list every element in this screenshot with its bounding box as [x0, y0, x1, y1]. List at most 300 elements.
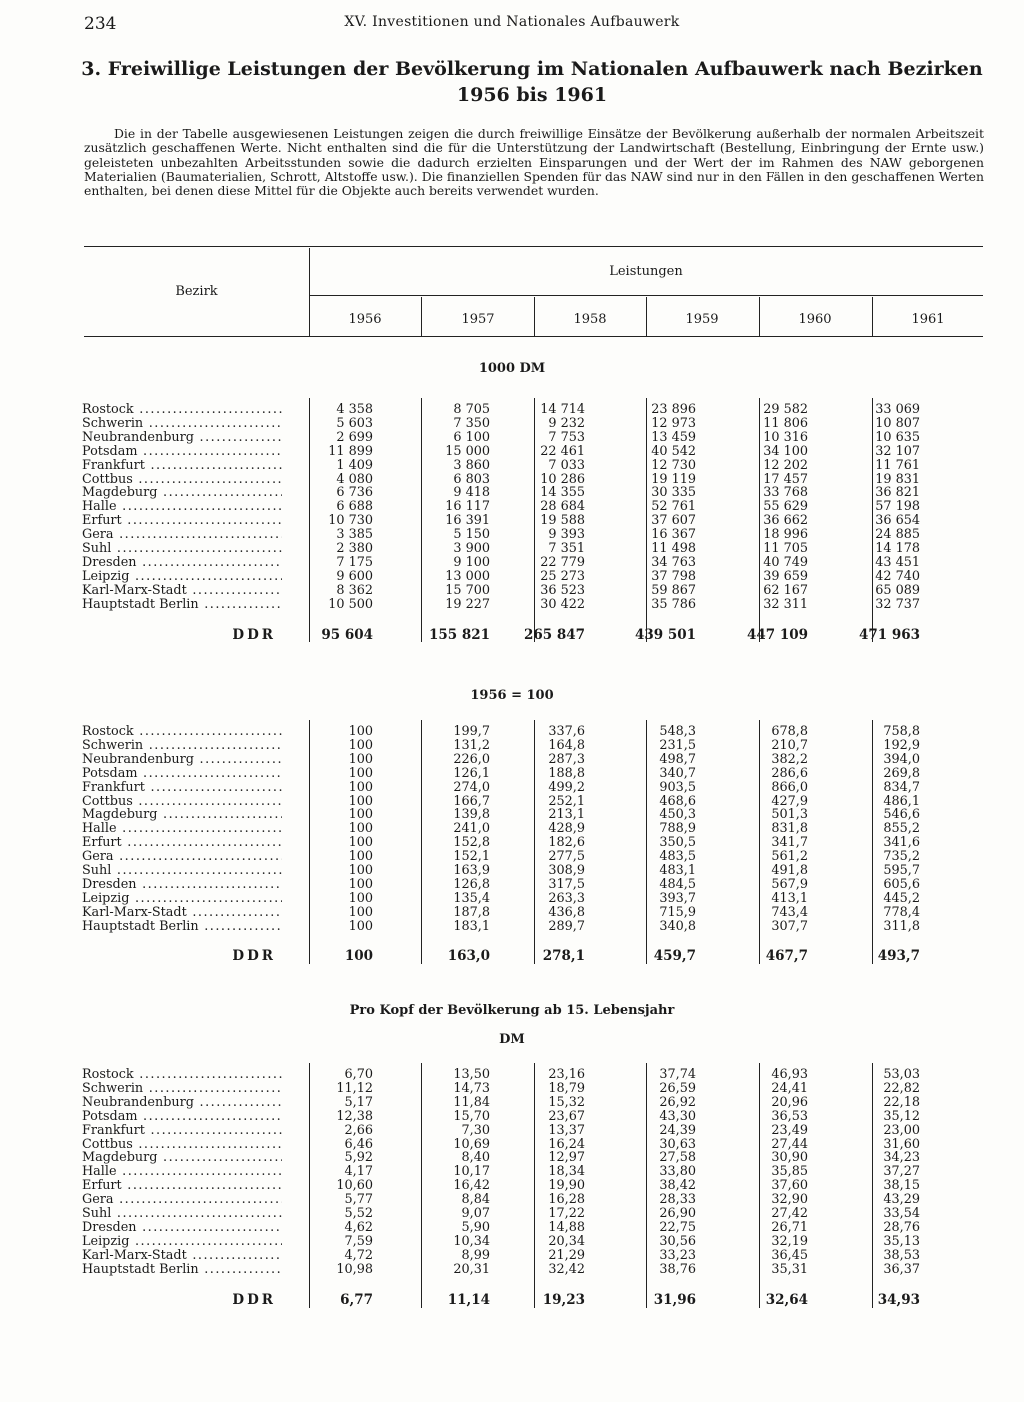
row-label: Frankfurt ..... — [82, 781, 282, 795]
cell-1956: 6,46 — [344, 1136, 373, 1152]
table-row — [0, 459, 1024, 473]
cell-1959: 30,56 — [659, 1233, 696, 1249]
cell-1959: 19 119 — [651, 471, 696, 487]
cell-1959: 52 761 — [651, 499, 696, 515]
cell-1957: 163,9 — [453, 863, 490, 878]
row-label: Leipzig ..... — [82, 570, 282, 584]
cell-1959: 37 607 — [651, 513, 696, 529]
row-label: Leipzig ..... — [82, 892, 282, 906]
cell-1960: 341,7 — [771, 835, 808, 851]
cell-1957: 126,8 — [453, 876, 490, 892]
cell-1961: 35,13 — [883, 1233, 920, 1249]
cell-1961: 35,12 — [883, 1108, 920, 1124]
cell-1956: 2,66 — [344, 1122, 373, 1138]
cell-1956: 100 — [348, 751, 373, 767]
cell-1959: 340,8 — [659, 918, 696, 934]
table-row — [0, 836, 1024, 850]
total-cell-1961: 34,93 — [877, 1292, 920, 1308]
cell-1958: 9 393 — [548, 527, 585, 543]
cell-1957: 5 150 — [453, 527, 490, 543]
cell-1958: 428,9 — [548, 821, 585, 837]
row-label: Neubrandenburg ..... — [82, 1096, 282, 1110]
row-label: Erfurt ..... — [82, 514, 282, 528]
row-label: Leipzig ..... — [82, 1235, 282, 1249]
cell-1956: 100 — [348, 724, 373, 739]
table-row — [0, 795, 1024, 809]
cell-1957: 16 391 — [445, 513, 490, 529]
cell-1956: 3 385 — [336, 527, 373, 543]
total-cell-1960: 467,7 — [765, 948, 808, 964]
cell-1959: 12 973 — [651, 415, 696, 431]
cell-1957: 14,73 — [453, 1080, 490, 1096]
cell-1960: 62 167 — [763, 582, 808, 598]
cell-1960: 34 100 — [763, 443, 808, 459]
cell-1960: 413,1 — [771, 890, 808, 906]
cell-1956: 5,52 — [344, 1206, 373, 1221]
total-cell-1959: 31,96 — [653, 1292, 696, 1308]
cell-1956: 5,17 — [344, 1094, 373, 1110]
cell-1957: 241,0 — [453, 821, 490, 837]
cell-1957: 11,84 — [453, 1094, 490, 1110]
cell-1961: 42 740 — [875, 568, 920, 584]
cell-1957: 139,8 — [453, 807, 490, 823]
cell-1960: 23,49 — [771, 1122, 808, 1138]
cell-1961: 19 831 — [875, 471, 920, 487]
cell-1957: 183,1 — [453, 918, 490, 934]
cell-1960: 831,8 — [771, 821, 808, 837]
cell-1959: 33,80 — [659, 1164, 696, 1180]
cell-1961: 65 089 — [875, 582, 920, 598]
cell-1956: 4,17 — [344, 1164, 373, 1180]
header-year-divider — [646, 297, 647, 336]
cell-1957: 226,0 — [453, 751, 490, 767]
cell-1960: 866,0 — [771, 779, 808, 795]
cell-1956: 4 080 — [336, 471, 373, 487]
cell-1959: 715,9 — [659, 904, 696, 920]
cell-1957: 5,90 — [461, 1219, 490, 1235]
row-label: Dresden ..... — [82, 556, 282, 570]
cell-1958: 20,34 — [548, 1233, 585, 1249]
row-label: Magdeburg ..... — [82, 1151, 282, 1165]
cell-1960: 561,2 — [771, 849, 808, 865]
header-divider — [309, 248, 310, 336]
cell-1957: 20,31 — [453, 1261, 490, 1277]
cell-1957: 166,7 — [453, 793, 490, 809]
cell-1958: 252,1 — [548, 793, 585, 809]
cell-1958: 317,5 — [548, 876, 585, 892]
cell-1959: 26,59 — [659, 1080, 696, 1096]
cell-1961: 445,2 — [883, 890, 920, 906]
cell-1960: 36,53 — [771, 1108, 808, 1124]
cell-1956: 100 — [348, 904, 373, 920]
table-row — [0, 486, 1024, 500]
cell-1956: 6 736 — [336, 485, 373, 501]
col-header-bezirk: Bezirk — [175, 284, 218, 299]
cell-1958: 263,3 — [548, 890, 585, 906]
table-row — [0, 417, 1024, 431]
row-label: Magdeburg ..... — [82, 486, 282, 500]
total-row — [0, 948, 1024, 964]
cell-1956: 4,72 — [344, 1247, 373, 1263]
table-row — [0, 1068, 1024, 1082]
header-group-rule — [309, 295, 983, 296]
cell-1957: 13 000 — [445, 568, 490, 584]
cell-1959: 788,9 — [659, 821, 696, 837]
cell-1956: 12,38 — [336, 1108, 373, 1124]
row-label: Cottbus ..... — [82, 1138, 282, 1152]
cell-1959: 38,42 — [659, 1178, 696, 1194]
section-subtitle: Pro Kopf der Bevölkerung ab 15. Lebensjahr — [349, 1003, 675, 1018]
cell-1958: 182,6 — [548, 835, 585, 851]
cell-1958: 17,22 — [548, 1206, 585, 1221]
cell-1959: 340,7 — [659, 765, 696, 781]
cell-1959: 350,5 — [659, 835, 696, 851]
cell-1956: 6 688 — [336, 499, 373, 515]
cell-1957: 6 100 — [453, 429, 490, 445]
total-cell-1959: 439 501 — [634, 627, 696, 643]
cell-1960: 33 768 — [763, 485, 808, 501]
cell-1959: 22,75 — [659, 1219, 696, 1235]
cell-1961: 22,18 — [883, 1094, 920, 1110]
table-row — [0, 906, 1024, 920]
cell-1956: 100 — [348, 779, 373, 795]
cell-1957: 152,1 — [453, 849, 490, 865]
cell-1958: 436,8 — [548, 904, 585, 920]
cell-1961: 834,7 — [883, 779, 920, 795]
row-label: Hauptstadt Berlin ..... — [82, 920, 282, 934]
cell-1958: 22 461 — [540, 443, 585, 459]
cell-1960: 20,96 — [771, 1094, 808, 1110]
cell-1961: 28,76 — [883, 1219, 920, 1235]
cell-1957: 9 418 — [453, 485, 490, 501]
cell-1958: 7 351 — [548, 541, 585, 556]
row-label: Rostock ..... — [82, 403, 282, 417]
header-year-divider — [421, 297, 422, 336]
cell-1961: 32 737 — [875, 596, 920, 612]
cell-1961: 36 654 — [875, 513, 920, 529]
cell-1959: 498,7 — [659, 751, 696, 767]
cell-1958: 14 355 — [540, 485, 585, 501]
cell-1958: 30 422 — [540, 596, 585, 612]
total-cell-1956: 6,77 — [340, 1292, 373, 1308]
row-label: Gera ..... — [82, 528, 282, 542]
cell-1961: 486,1 — [883, 793, 920, 809]
row-label: Gera ..... — [82, 850, 282, 864]
title-line-2: 1956 bis 1961 — [456, 84, 608, 106]
row-label: Erfurt ..... — [82, 836, 282, 850]
cell-1960: 32 311 — [763, 596, 808, 612]
cell-1958: 23,67 — [548, 1108, 585, 1124]
table-row — [0, 500, 1024, 514]
total-label: DDR — [232, 627, 276, 643]
row-label: Halle ..... — [82, 500, 282, 514]
row-label: Halle ..... — [82, 1165, 282, 1179]
cell-1961: 43,29 — [883, 1192, 920, 1208]
total-cell-1958: 265 847 — [523, 627, 585, 643]
cell-1956: 100 — [348, 835, 373, 851]
cell-1959: 26,92 — [659, 1094, 696, 1110]
table-row — [0, 850, 1024, 864]
cell-1957: 126,1 — [453, 765, 490, 781]
row-label: Rostock ..... — [82, 725, 282, 739]
cell-1961: 311,8 — [883, 918, 920, 934]
row-label: Rostock ..... — [82, 1068, 282, 1082]
cell-1960: 11 806 — [763, 415, 808, 431]
cell-1956: 7,59 — [344, 1233, 373, 1249]
cell-1961: 33,54 — [883, 1206, 920, 1221]
row-label: Karl-Marx-Stadt ..... — [82, 906, 282, 920]
table-row — [0, 920, 1024, 934]
cell-1957: 8 705 — [453, 402, 490, 417]
cell-1956: 11 899 — [328, 443, 373, 459]
cell-1959: 26,90 — [659, 1206, 696, 1221]
total-label: DDR — [232, 1292, 276, 1308]
cell-1956: 100 — [348, 765, 373, 781]
cell-1957: 3 900 — [453, 541, 490, 556]
header-year-divider — [872, 297, 873, 336]
cell-1961: 192,9 — [883, 737, 920, 753]
cell-1958: 213,1 — [548, 807, 585, 823]
table-row — [0, 767, 1024, 781]
cell-1961: 43 451 — [875, 554, 920, 570]
header-year-divider — [534, 297, 535, 336]
cell-1959: 11 498 — [651, 541, 696, 556]
row-label: Karl-Marx-Stadt ..... — [82, 1249, 282, 1263]
cell-1959: 30 335 — [651, 485, 696, 501]
cell-1958: 289,7 — [548, 918, 585, 934]
cell-1956: 10 500 — [328, 596, 373, 612]
cell-1956: 100 — [348, 737, 373, 753]
row-label: Karl-Marx-Stadt ..... — [82, 584, 282, 598]
cell-1960: 743,4 — [771, 904, 808, 920]
col-header-year-1959: 1959 — [685, 312, 719, 327]
cell-1957: 10,17 — [453, 1164, 490, 1180]
cell-1957: 135,4 — [453, 890, 490, 906]
cell-1960: 382,2 — [771, 751, 808, 767]
row-label: Hauptstadt Berlin ..... — [82, 1263, 282, 1277]
cell-1961: 36,37 — [883, 1261, 920, 1277]
cell-1959: 33,23 — [659, 1247, 696, 1263]
cell-1960: 32,90 — [771, 1192, 808, 1208]
row-label: Potsdam ..... — [82, 767, 282, 781]
table-row — [0, 1235, 1024, 1249]
cell-1959: 231,5 — [659, 737, 696, 753]
row-label: Suhl ..... — [82, 542, 282, 556]
cell-1961: 32 107 — [875, 443, 920, 459]
cell-1958: 16,28 — [548, 1192, 585, 1208]
cell-1957: 15,70 — [453, 1108, 490, 1124]
cell-1958: 21,29 — [548, 1247, 585, 1263]
cell-1961: 31,60 — [883, 1136, 920, 1152]
table-row — [0, 542, 1024, 556]
cell-1960: 46,93 — [771, 1067, 808, 1082]
cell-1957: 3 860 — [453, 457, 490, 473]
table-row — [0, 892, 1024, 906]
cell-1961: 38,53 — [883, 1247, 920, 1263]
cell-1958: 32,42 — [548, 1261, 585, 1277]
cell-1956: 6,70 — [344, 1067, 373, 1082]
cell-1960: 11 705 — [763, 541, 808, 556]
cell-1960: 29 582 — [763, 402, 808, 417]
cell-1956: 10 730 — [328, 513, 373, 529]
cell-1958: 25 273 — [540, 568, 585, 584]
cell-1960: 30,90 — [771, 1150, 808, 1166]
section-unit-label: 1000 DM — [478, 361, 546, 376]
table-title — [60, 56, 1004, 108]
cell-1956: 7 175 — [336, 554, 373, 570]
cell-1959: 38,76 — [659, 1261, 696, 1277]
row-label: Schwerin ..... — [82, 417, 282, 431]
cell-1958: 13,37 — [548, 1122, 585, 1138]
cell-1958: 28 684 — [540, 499, 585, 515]
cell-1957: 16,42 — [453, 1178, 490, 1194]
total-cell-1958: 19,23 — [542, 1292, 585, 1308]
table-row — [0, 431, 1024, 445]
cell-1958: 18,79 — [548, 1080, 585, 1096]
cell-1961: 22,82 — [883, 1080, 920, 1096]
intro-paragraph: Die in der Tabelle ausgewiesenen Leistungen zeigen die durch freiwillige Einsätze der Bevölkerung außerhalb der normalen Arbeitszeit zusätzlich geschaffenen Werte. Nicht enthalten sind die für die Unterstützung der Landwirtschaft (Bestellung, Einbringung der Ernte usw.) geleisteten unbezahlten Arbeitsstunden sowie die dadurch erzielten Einsparungen und der Wert der im Rahmen des NAW geborgenen Materialien (Baumaterialien, Schrott, Altstoffe usw.). Die finanziellen Spenden für das NAW sind nur in den Fällen in den geschaffenen Werten enthalten, bei denen diese Mittel für die Objekte auch bereits verwendet wurden. — [84, 126, 984, 199]
row-label: Dresden ..... — [82, 1221, 282, 1235]
table-row — [0, 528, 1024, 542]
total-cell-1956: 100 — [344, 948, 373, 964]
section-unit-label: 1956 = 100 — [470, 688, 554, 703]
cell-1957: 7 350 — [453, 415, 490, 431]
cell-1956: 100 — [348, 807, 373, 823]
col-header-year-1956: 1956 — [348, 312, 382, 327]
cell-1959: 12 730 — [651, 457, 696, 473]
cell-1959: 393,7 — [659, 890, 696, 906]
cell-1959: 37 798 — [651, 568, 696, 584]
col-header-year-1957: 1957 — [461, 312, 495, 327]
row-label: Potsdam ..... — [82, 445, 282, 459]
table-row — [0, 1110, 1024, 1124]
cell-1960: 567,9 — [771, 876, 808, 892]
cell-1960: 427,9 — [771, 793, 808, 809]
cell-1956: 100 — [348, 890, 373, 906]
cell-1960: 17 457 — [763, 471, 808, 487]
cell-1956: 8 362 — [336, 582, 373, 598]
cell-1957: 10,69 — [453, 1136, 490, 1152]
cell-1958: 10 286 — [540, 471, 585, 487]
table-row — [0, 1096, 1024, 1110]
cell-1960: 36,45 — [771, 1247, 808, 1263]
cell-1959: 34 763 — [651, 554, 696, 570]
cell-1959: 483,5 — [659, 849, 696, 865]
cell-1957: 6 803 — [453, 471, 490, 487]
row-label: Cottbus ..... — [82, 795, 282, 809]
cell-1956: 5,77 — [344, 1192, 373, 1208]
row-label: Gera ..... — [82, 1193, 282, 1207]
cell-1957: 9 100 — [453, 554, 490, 570]
cell-1959: 30,63 — [659, 1136, 696, 1152]
total-row — [0, 627, 1024, 643]
cell-1957: 187,8 — [453, 904, 490, 920]
cell-1956: 1 409 — [336, 457, 373, 473]
cell-1958: 18,34 — [548, 1164, 585, 1180]
cell-1956: 100 — [348, 918, 373, 934]
cell-1957: 8,40 — [461, 1150, 490, 1166]
cell-1960: 26,71 — [771, 1219, 808, 1235]
table-row — [0, 822, 1024, 836]
cell-1959: 468,6 — [659, 793, 696, 809]
header-bottom-rule — [84, 336, 983, 337]
row-label: Cottbus ..... — [82, 473, 282, 487]
cell-1959: 16 367 — [651, 527, 696, 543]
total-row — [0, 1292, 1024, 1308]
cell-1959: 37,74 — [659, 1067, 696, 1082]
row-label: Magdeburg ..... — [82, 808, 282, 822]
cell-1961: 37,27 — [883, 1164, 920, 1180]
cell-1960: 36 662 — [763, 513, 808, 529]
row-label: Halle ..... — [82, 822, 282, 836]
cell-1957: 10,34 — [453, 1233, 490, 1249]
cell-1958: 12,97 — [548, 1150, 585, 1166]
cell-1958: 15,32 — [548, 1094, 585, 1110]
cell-1958: 188,8 — [548, 765, 585, 781]
cell-1961: 735,2 — [883, 849, 920, 865]
cell-1961: 53,03 — [883, 1067, 920, 1082]
cell-1960: 32,19 — [771, 1233, 808, 1249]
cell-1958: 36 523 — [540, 582, 585, 598]
row-label: Erfurt ..... — [82, 1179, 282, 1193]
total-cell-1958: 278,1 — [542, 948, 585, 964]
cell-1958: 277,5 — [548, 849, 585, 865]
table-top-rule — [84, 246, 983, 247]
cell-1959: 40 542 — [651, 443, 696, 459]
row-label: Potsdam ..... — [82, 1110, 282, 1124]
cell-1961: 14 178 — [875, 541, 920, 556]
cell-1959: 59 867 — [651, 582, 696, 598]
cell-1959: 28,33 — [659, 1192, 696, 1208]
table-row — [0, 445, 1024, 459]
table-row — [0, 864, 1024, 878]
total-cell-1959: 459,7 — [653, 948, 696, 964]
cell-1956: 10,98 — [336, 1261, 373, 1277]
cell-1959: 13 459 — [651, 429, 696, 445]
col-header-leistungen: Leistungen — [609, 264, 683, 279]
table-row — [0, 808, 1024, 822]
total-cell-1960: 32,64 — [765, 1292, 808, 1308]
cell-1961: 23,00 — [883, 1122, 920, 1138]
table-row — [0, 473, 1024, 487]
cell-1956: 9 600 — [336, 568, 373, 584]
cell-1960: 10 316 — [763, 429, 808, 445]
cell-1958: 9 232 — [548, 415, 585, 431]
cell-1961: 778,4 — [883, 904, 920, 920]
cell-1957: 152,8 — [453, 835, 490, 851]
cell-1960: 12 202 — [763, 457, 808, 473]
cell-1958: 14 714 — [540, 402, 585, 417]
cell-1958: 499,2 — [548, 779, 585, 795]
cell-1957: 274,0 — [453, 779, 490, 795]
title-line-1: 3. Freiwillige Leistungen der Bevölkerung im Nationalen Aufbauwerk nach Bezirken — [81, 58, 983, 80]
table-row — [0, 598, 1024, 612]
table-row — [0, 739, 1024, 753]
total-cell-1961: 471 963 — [858, 627, 920, 643]
cell-1959: 484,5 — [659, 876, 696, 892]
cell-1958: 7 033 — [548, 457, 585, 473]
cell-1958: 7 753 — [548, 429, 585, 445]
cell-1960: 24,41 — [771, 1080, 808, 1096]
table-row — [0, 1124, 1024, 1138]
cell-1958: 287,3 — [548, 751, 585, 767]
cell-1961: 546,6 — [883, 807, 920, 823]
cell-1956: 100 — [348, 821, 373, 837]
col-header-year-1958: 1958 — [573, 312, 607, 327]
table-row — [0, 725, 1024, 739]
cell-1959: 450,3 — [659, 807, 696, 823]
cell-1961: 394,0 — [883, 751, 920, 767]
